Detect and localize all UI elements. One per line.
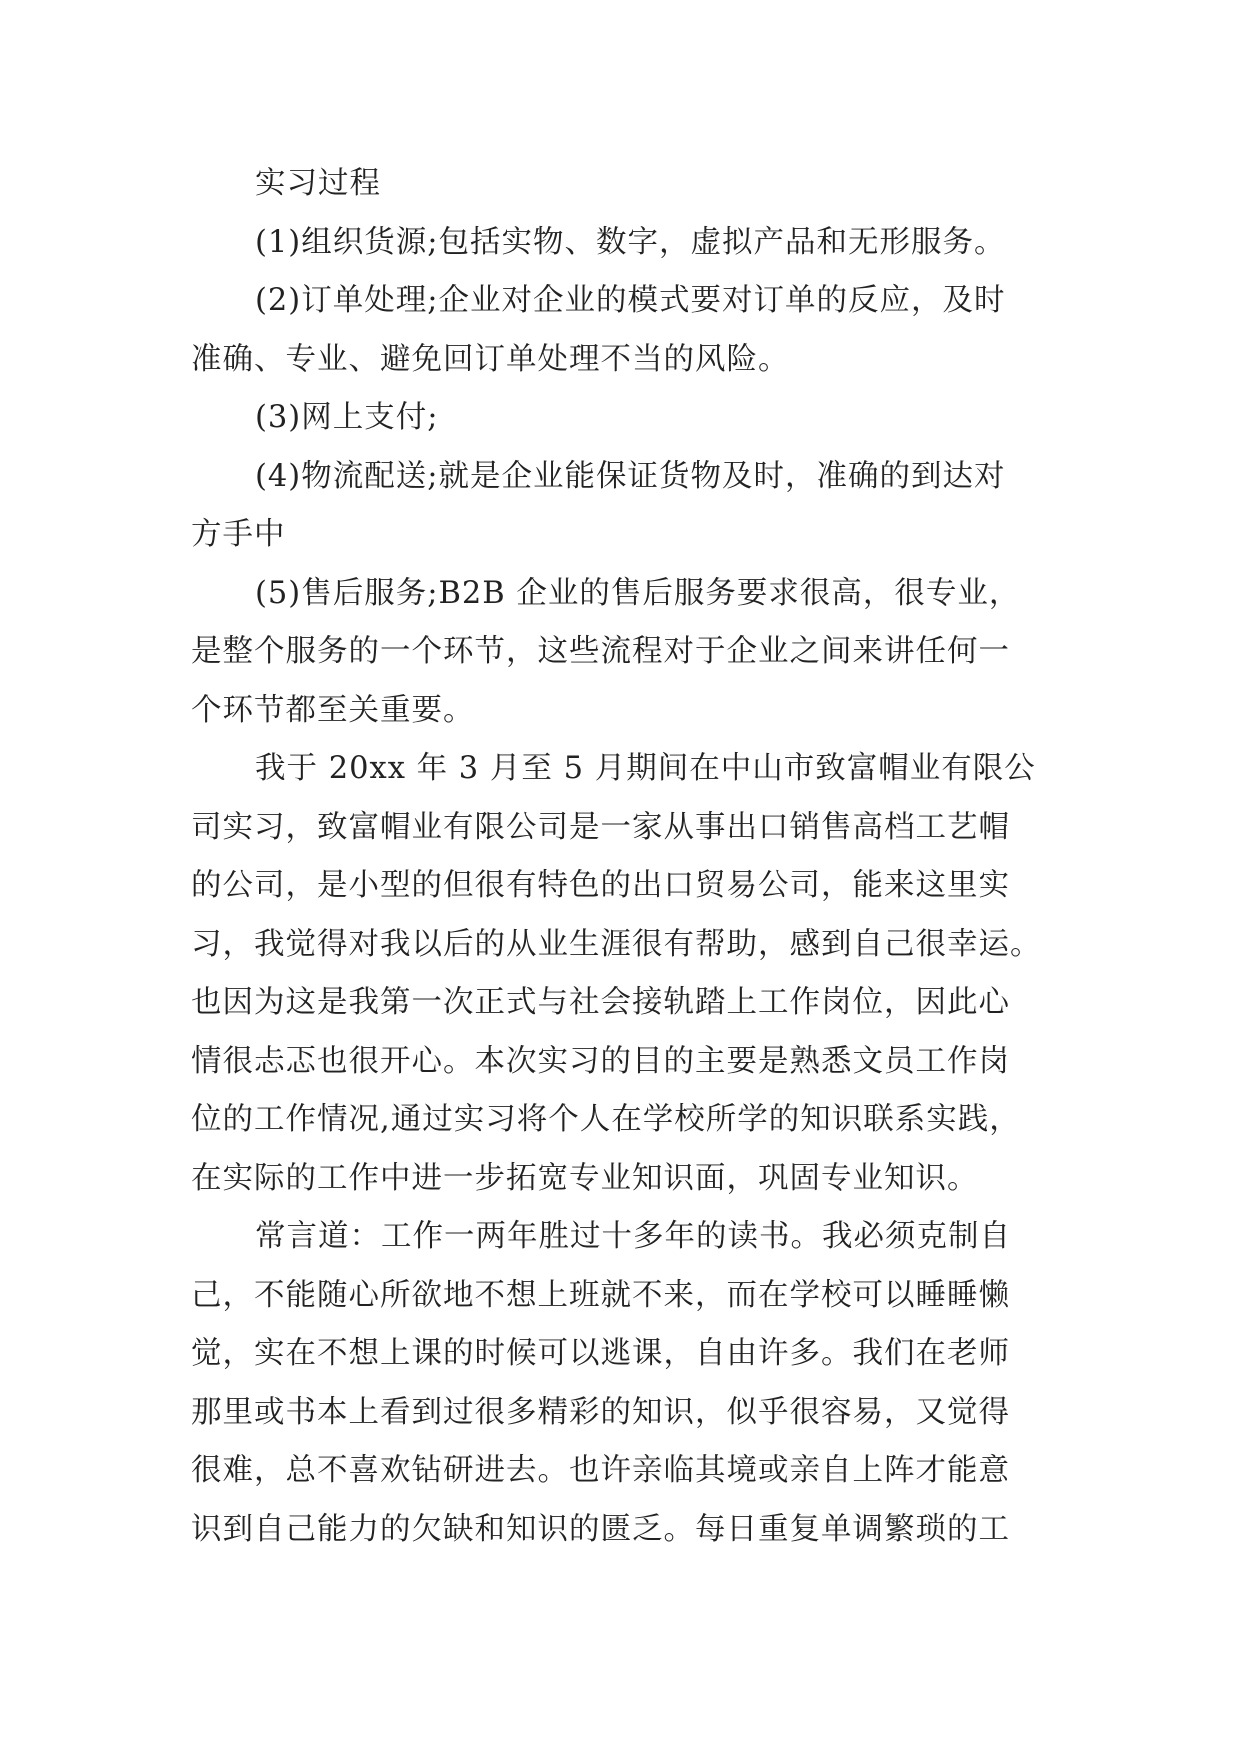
paragraph-line: (1)组织货源;包括实物、数字，虚拟产品和无形服务。	[255, 224, 1006, 260]
paragraph-line: 习，我觉得对我以后的从业生涯很有帮助，感到自己很幸运。	[191, 926, 1042, 962]
paragraph-line: 己，不能随心所欲地不想上班就不来，而在学校可以睡睡懒	[191, 1277, 1010, 1313]
paragraph-line: 的公司，是小型的但很有特色的出口贸易公司，能来这里实	[191, 868, 1010, 903]
paragraph-line: 位的工作情况,通过实习将个人在学校所学的知识联系实践，	[191, 1102, 1021, 1137]
paragraph-line: 在实际的工作中进一步拓宽专业知识面，巩固专业知识。	[191, 1160, 979, 1196]
paragraph-line: 觉，实在不想上课的时候可以逃课，自由许多。我们在老师	[191, 1336, 1010, 1371]
paragraph-line: 也因为这是我第一次正式与社会接轨踏上工作岗位，因此心	[191, 985, 1010, 1020]
paragraph-line: 那里或书本上看到过很多精彩的知识，似乎很容易，又觉得	[191, 1394, 1010, 1430]
paragraph-line: (5)售后服务;B2B 企业的售后服务要求很高，很专业，	[255, 575, 1021, 611]
document-body	[191, 155, 1091, 1559]
section-heading: 实习过程	[255, 166, 381, 201]
paragraph-line: (4)物流配送;就是企业能保证货物及时，准确的到达对	[255, 458, 1006, 494]
paragraph-line: 方手中	[191, 517, 286, 552]
paragraph-line: (3)网上支付;	[255, 400, 439, 435]
paragraph-line: 是整个服务的一个环节，这些流程对于企业之间来讲任何一	[191, 634, 1010, 669]
paragraph-line: (2)订单处理;企业对企业的模式要对订单的反应，及时	[255, 283, 1006, 318]
paragraph-line: 我于 20xx 年 3 月至 5 月期间在中山市致富帽业有限公	[255, 751, 1036, 786]
paragraph-line: 识到自己能力的欠缺和知识的匮乏。每日重复单调繁琐的工	[191, 1511, 1010, 1547]
paragraph-line: 常言道：工作一两年胜过十多年的读书。我必须克制自	[255, 1219, 1011, 1254]
paragraph-line: 情很忐忑也很开心。本次实习的目的主要是熟悉文员工作岗	[191, 1043, 1010, 1079]
paragraph-line: 司实习，致富帽业有限公司是一家从事出口销售高档工艺帽	[191, 809, 1010, 845]
paragraph-line: 准确、专业、避免回订单处理不当的风险。	[191, 341, 790, 377]
paragraph-line: 很难，总不喜欢钻研进去。也许亲临其境或亲自上阵才能意	[191, 1453, 1010, 1488]
paragraph-line: 个环节都至关重要。	[191, 692, 475, 728]
